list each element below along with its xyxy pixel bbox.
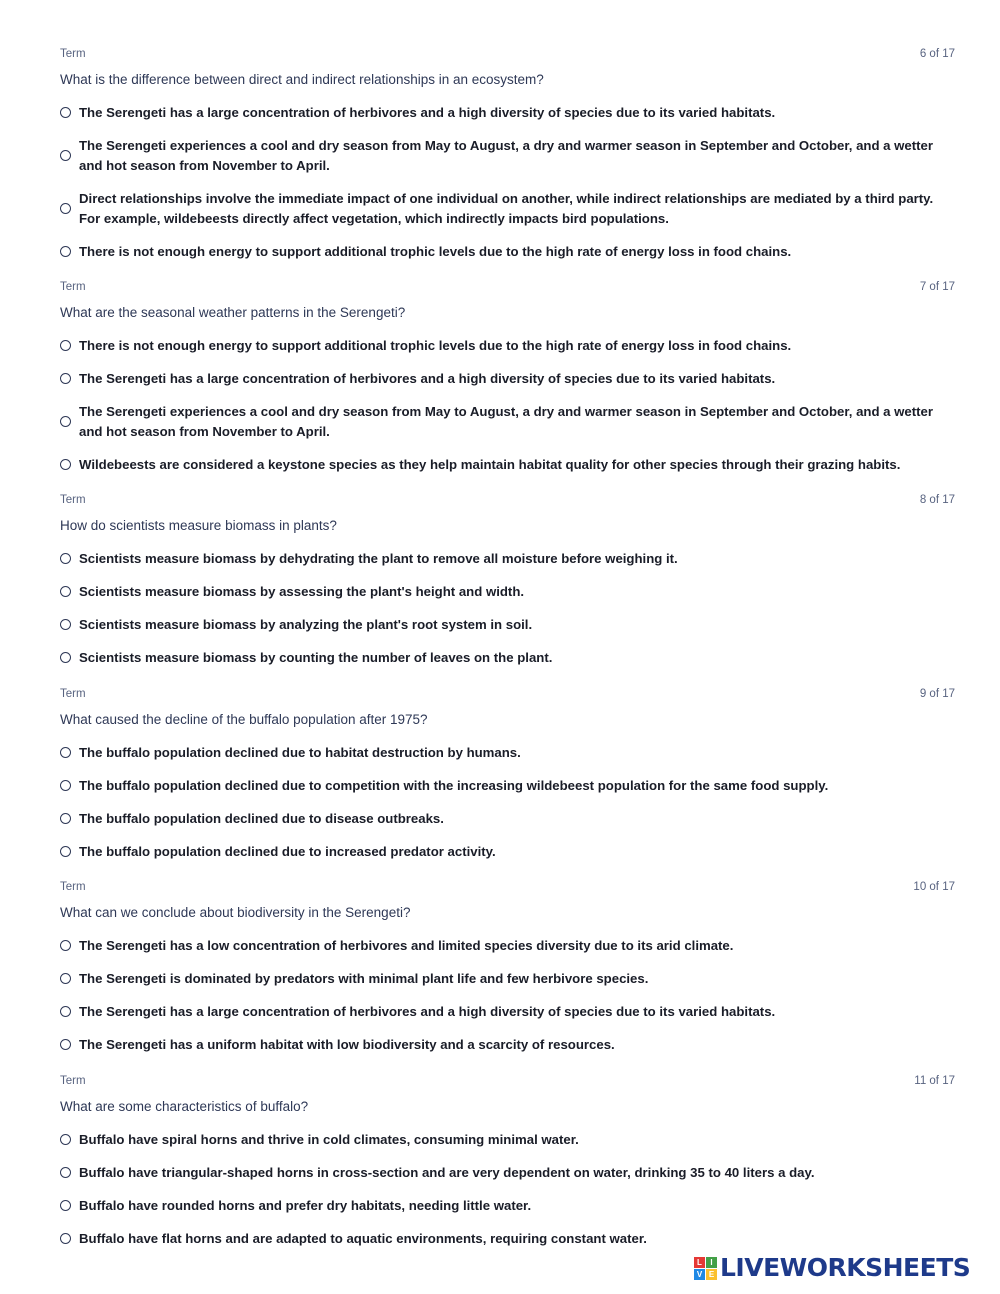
radio-icon[interactable] — [60, 940, 71, 951]
liveworksheets-logo — [694, 1253, 989, 1283]
question-counter: 8 of 17 — [919, 494, 955, 506]
option-text: There is not enough energy to support additional trophic levels due to the high rate of energy loss in food chains. — [79, 337, 792, 353]
logo-block: V — [694, 1269, 705, 1280]
option-text: Scientists measure biomass by analyzing the plant's root system in soil. — [79, 616, 533, 632]
logo-blocks-icon — [694, 1257, 717, 1280]
question-card — [60, 494, 955, 674]
answer-option[interactable] — [60, 608, 955, 641]
answer-option[interactable] — [60, 995, 955, 1028]
option-text: The Serengeti has a uniform habitat with low biodiversity and a scarcity of resources. — [79, 1036, 615, 1052]
radio-icon[interactable] — [60, 1167, 71, 1178]
question-prompt: What can we conclude about biodiversity in the Serengeti? — [60, 905, 411, 920]
question-prompt: What are the seasonal weather patterns in the Serengeti? — [60, 305, 406, 320]
answer-option[interactable] — [60, 362, 955, 395]
option-text: Wildebeests are considered a keystone species as they help maintain habitat quality for other species through their grazing habits. — [79, 456, 901, 472]
question-prompt: What are some characteristics of buffalo? — [60, 1099, 309, 1114]
option-text: Buffalo have triangular-shaped horns in cross-section and are very dependent on water, drinking 35 to 40 liters a day. — [79, 1164, 815, 1180]
radio-icon[interactable] — [60, 1006, 71, 1017]
radio-icon[interactable] — [60, 553, 71, 564]
question-card — [60, 688, 955, 868]
answer-option[interactable] — [60, 329, 955, 362]
question-counter: 10 of 17 — [913, 881, 955, 893]
logo-block: I — [706, 1257, 717, 1268]
option-text: The buffalo population declined due to competition with the increasing wildebeest population for the same food supply. — [79, 777, 829, 793]
question-card — [60, 1075, 955, 1255]
radio-icon[interactable] — [60, 1200, 71, 1211]
option-text: Buffalo have flat horns and are adapted to aquatic environments, requiring constant water. — [79, 1230, 647, 1246]
answer-option[interactable] — [60, 1222, 955, 1255]
answer-option[interactable] — [60, 542, 955, 575]
radio-icon[interactable] — [60, 246, 71, 257]
radio-icon[interactable] — [60, 973, 71, 984]
option-text: Buffalo have rounded horns and prefer dry habitats, needing little water. — [79, 1197, 532, 1213]
term-label: Term — [60, 494, 86, 506]
radio-icon[interactable] — [60, 203, 71, 214]
radio-icon[interactable] — [60, 150, 71, 161]
answer-option[interactable] — [60, 1123, 955, 1156]
radio-icon[interactable] — [60, 340, 71, 351]
term-label: Term — [60, 281, 86, 293]
answer-option[interactable] — [60, 769, 955, 802]
radio-icon[interactable] — [60, 813, 71, 824]
question-counter: 6 of 17 — [919, 48, 955, 60]
answer-option[interactable] — [60, 182, 955, 235]
answer-option[interactable] — [60, 1028, 955, 1061]
radio-icon[interactable] — [60, 652, 71, 663]
radio-icon[interactable] — [60, 373, 71, 384]
option-text: The Serengeti has a low concentration of herbivores and limited species diversity due to its arid climate. — [79, 937, 734, 953]
option-text: Scientists measure biomass by assessing the plant's height and width. — [79, 583, 525, 599]
answer-option[interactable] — [60, 1189, 955, 1222]
term-label: Term — [60, 688, 86, 700]
radio-icon[interactable] — [60, 459, 71, 470]
radio-icon[interactable] — [60, 619, 71, 630]
option-text: The Serengeti has a large concentration of herbivores and a high diversity of species due to its varied habitats. — [79, 1003, 776, 1019]
answer-option[interactable] — [60, 96, 955, 129]
option-text: Scientists measure biomass by dehydrating the plant to remove all moisture before weighing it. — [79, 550, 678, 566]
answer-option[interactable] — [60, 929, 955, 962]
term-label: Term — [60, 1075, 86, 1087]
option-text: The Serengeti is dominated by predators with minimal plant life and few herbivore species. — [79, 970, 649, 986]
option-text: The buffalo population declined due to increased predator activity. — [79, 843, 496, 859]
radio-icon[interactable] — [60, 1039, 71, 1050]
answer-option[interactable] — [60, 395, 955, 448]
radio-icon[interactable] — [60, 1134, 71, 1145]
answer-option[interactable] — [60, 448, 955, 481]
answer-option[interactable] — [60, 962, 955, 995]
option-text: The Serengeti has a large concentration of herbivores and a high diversity of species due to its varied habitats. — [79, 370, 776, 386]
term-label: Term — [60, 48, 86, 60]
radio-icon[interactable] — [60, 107, 71, 118]
option-text: There is not enough energy to support additional trophic levels due to the high rate of energy loss in food chains. — [79, 243, 792, 259]
answer-option[interactable] — [60, 235, 955, 268]
radio-icon[interactable] — [60, 747, 71, 758]
term-label: Term — [60, 881, 86, 893]
radio-icon[interactable] — [60, 586, 71, 597]
option-text: The Serengeti experiences a cool and dry season from May to August, a dry and warmer season in September and October, and a wetter and hot season from November to April. — [79, 137, 934, 173]
answer-option[interactable] — [60, 575, 955, 608]
question-card — [60, 281, 955, 481]
question-counter: 7 of 17 — [919, 281, 955, 293]
radio-icon[interactable] — [60, 780, 71, 791]
question-counter: 11 of 17 — [914, 1075, 955, 1087]
answer-option[interactable] — [60, 802, 955, 835]
answer-option[interactable] — [60, 1156, 955, 1189]
option-text: The buffalo population declined due to habitat destruction by humans. — [79, 744, 521, 760]
answer-option[interactable] — [60, 129, 955, 182]
logo-block: E — [706, 1269, 717, 1280]
radio-icon[interactable] — [60, 416, 71, 427]
question-prompt: What is the difference between direct and indirect relationships in an ecosystem? — [60, 72, 544, 87]
question-card — [60, 881, 955, 1061]
logo-text: LIVEWORKSHEETS — [720, 1253, 971, 1282]
question-prompt: What caused the decline of the buffalo population after 1975? — [60, 712, 428, 727]
option-text: The buffalo population declined due to disease outbreaks. — [79, 810, 444, 826]
question-counter: 9 of 17 — [919, 688, 955, 700]
option-text: The Serengeti has a large concentration of herbivores and a high diversity of species due to its varied habitats. — [79, 104, 776, 120]
option-text: The Serengeti experiences a cool and dry season from May to August, a dry and warmer season in September and October, and a wetter and hot season from November to April. — [79, 403, 934, 439]
question-prompt: How do scientists measure biomass in plants? — [60, 518, 337, 533]
radio-icon[interactable] — [60, 1233, 71, 1244]
option-text: Direct relationships involve the immediate impact of one individual on another, while indirect relationships are mediated by a third party. For example, wildebeests directly affect vegetation, which indirectly impacts bird populations. — [79, 190, 934, 226]
answer-option[interactable] — [60, 835, 955, 868]
option-text: Buffalo have spiral horns and thrive in cold climates, consuming minimal water. — [79, 1131, 579, 1147]
answer-option[interactable] — [60, 641, 955, 674]
question-card — [60, 48, 955, 268]
radio-icon[interactable] — [60, 846, 71, 857]
answer-option[interactable] — [60, 736, 955, 769]
option-text: Scientists measure biomass by counting the number of leaves on the plant. — [79, 649, 553, 665]
logo-block: L — [694, 1257, 705, 1268]
